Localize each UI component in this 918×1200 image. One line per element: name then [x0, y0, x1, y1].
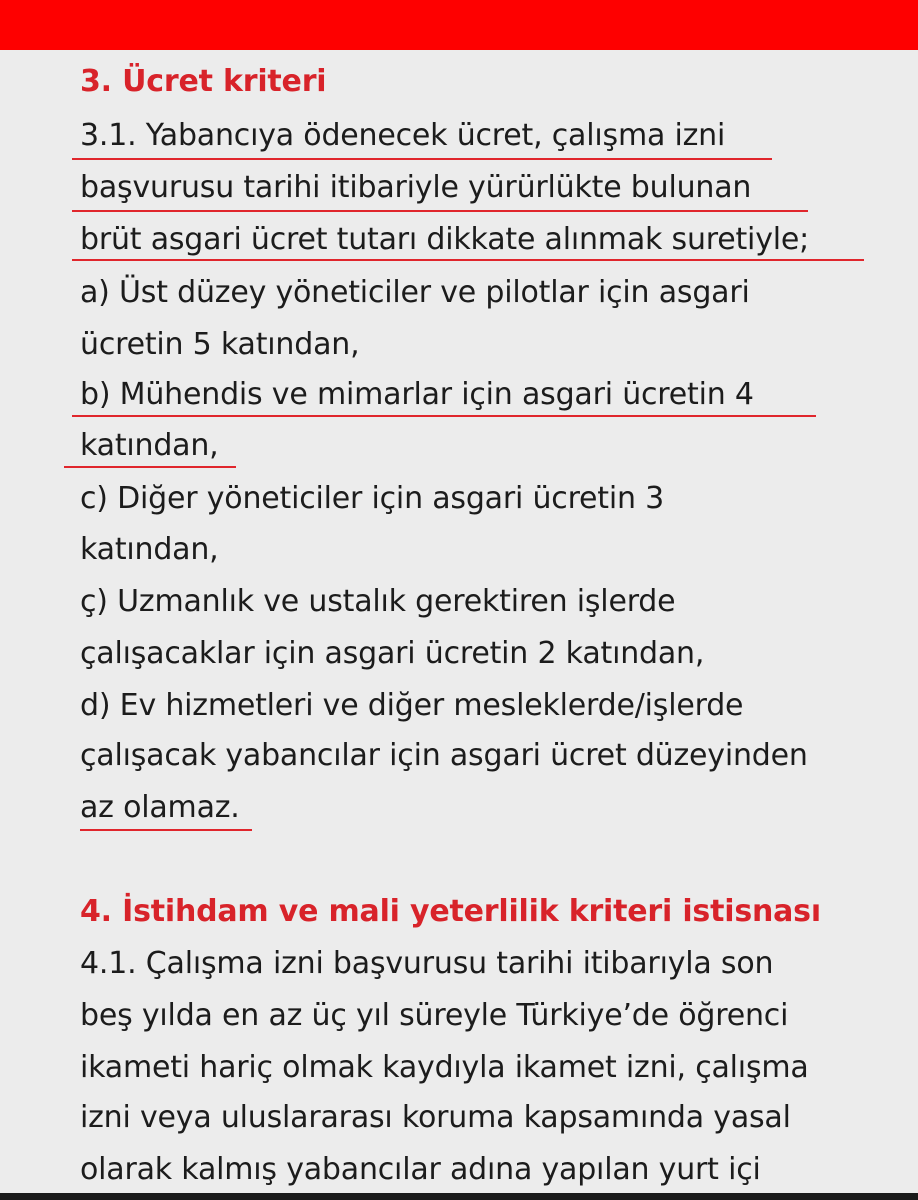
section-3-line: çalışacak yabancılar için asgari ücret düzeyinden [80, 738, 808, 773]
highlight-underline [72, 158, 772, 160]
section-3-line: katından, [80, 532, 219, 567]
section-4-line: olarak kalmış yabancılar adına yapılan yurt içi [80, 1152, 761, 1187]
section-3-line: b) Mühendis ve mimarlar için asgari ücretin 4 [80, 377, 754, 412]
section-3-line: başvurusu tarihi itibariyle yürürlükte bulunan [80, 170, 752, 205]
highlight-underline [72, 415, 816, 417]
highlight-underline [72, 210, 808, 212]
section-4-line: izni veya uluslararası koruma kapsamında yasal [80, 1100, 791, 1135]
top-red-bar [0, 0, 918, 50]
section-3-line: brüt asgari ücret tutarı dikkate alınmak suretiyle; [80, 222, 810, 257]
section-3-line: ç) Uzmanlık ve ustalık gerektiren işlerde [80, 584, 676, 619]
section-4-line: beş yılda en az üç yıl süreyle Türkiye’de öğrenci [80, 998, 789, 1033]
section-4-line: 4.1. Çalışma izni başvurusu tarihi itibarıyla son [80, 946, 774, 981]
section-3-heading: 3. Ücret kriteri [80, 64, 327, 99]
section-3-line: az olamaz. [80, 790, 240, 825]
section-4-line: ikameti hariç olmak kaydıyla ikamet izni, çalışma [80, 1050, 809, 1085]
highlight-underline [72, 259, 864, 261]
section-3-line: katından, [80, 428, 219, 463]
section-3-line: a) Üst düzey yöneticiler ve pilotlar için asgari [80, 275, 750, 310]
highlight-underline [80, 829, 252, 831]
section-3-line: c) Diğer yöneticiler için asgari ücretin 3 [80, 481, 665, 516]
section-3-line: ücretin 5 katından, [80, 327, 360, 362]
highlight-underline [64, 466, 236, 468]
section-3-line: çalışacaklar için asgari ücretin 2 katından, [80, 636, 705, 671]
section-3-line: d) Ev hizmetleri ve diğer mesleklerde/işlerde [80, 688, 744, 723]
bottom-edge-bar [0, 1193, 918, 1200]
section-4-heading: 4. İstihdam ve mali yeterlilik kriteri istisnası [80, 894, 821, 929]
section-3-line: 3.1. Yabancıya ödenecek ücret, çalışma izni [80, 118, 726, 153]
